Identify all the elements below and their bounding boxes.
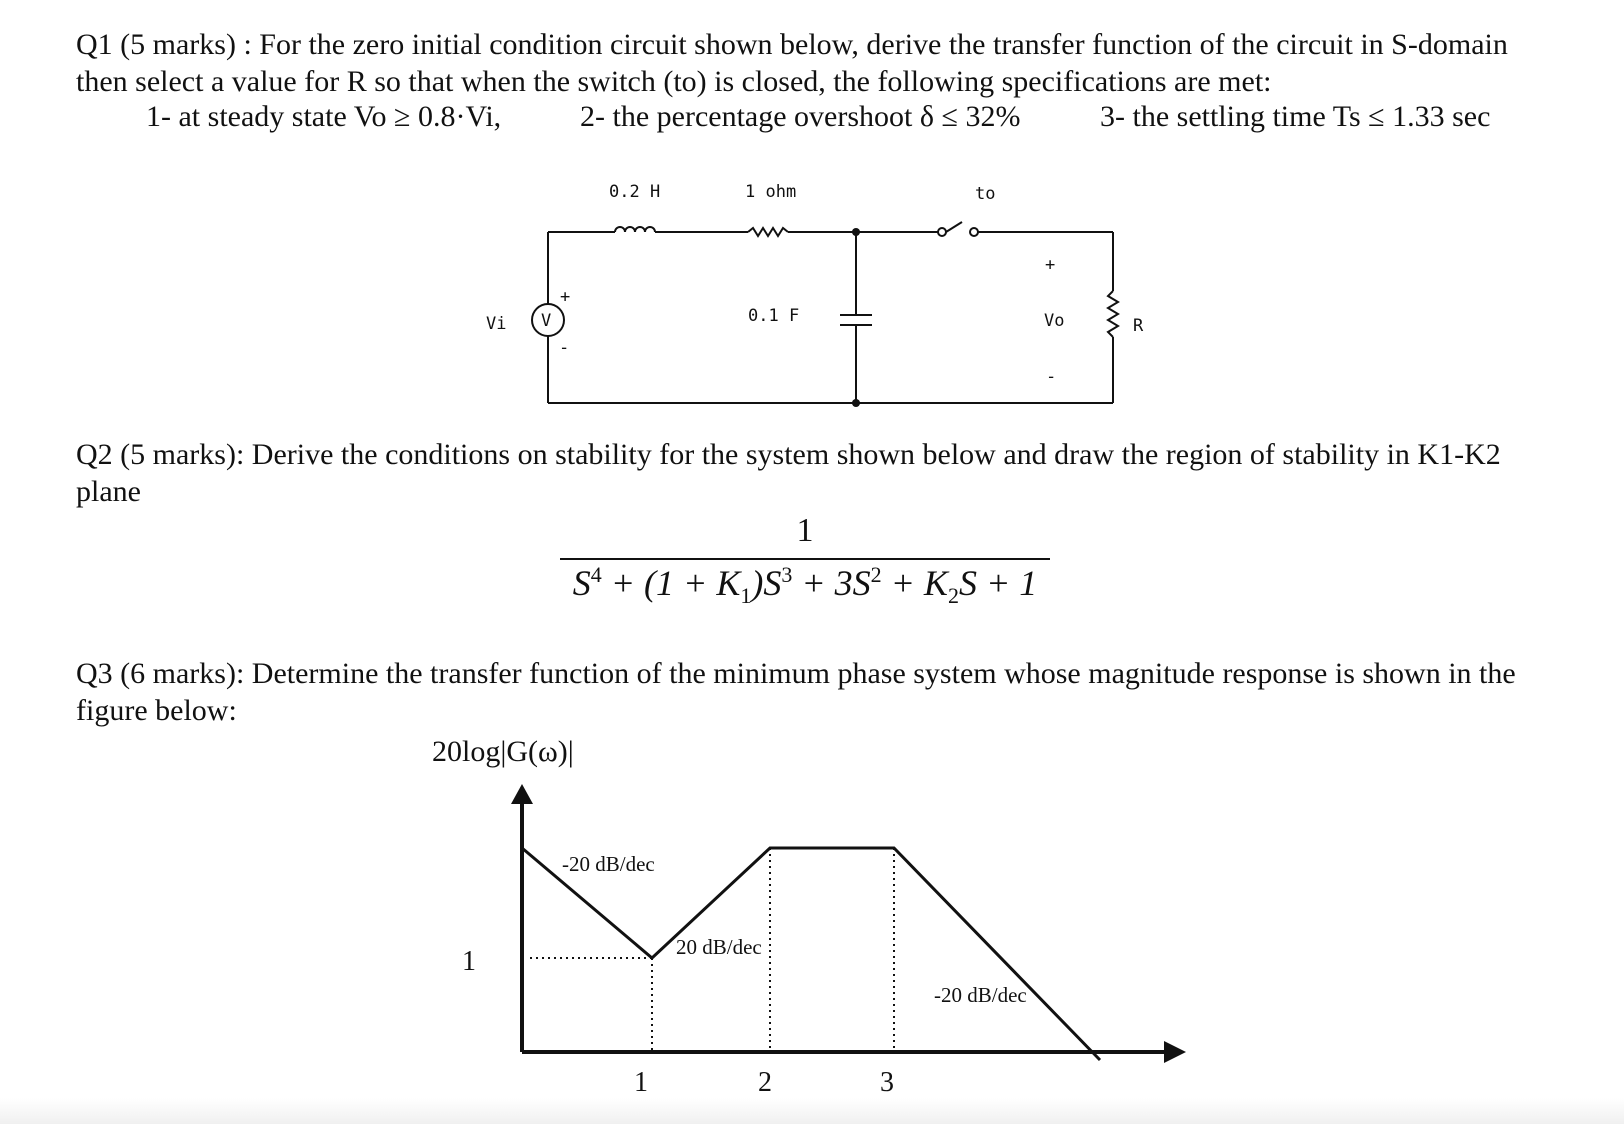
tf-numerator: 1 — [796, 512, 814, 549]
load-label: R — [1133, 316, 1144, 336]
q3-text: Q3 (6 marks): Determine the transfer function of the minimum phase system whose magnitude response is shown in the figure below: — [76, 657, 1516, 727]
x-tick-3: 3 — [880, 1067, 894, 1098]
q1-text: Q1 (5 marks) : For the zero initial condition circuit shown below, derive the transfer function of the circuit in S-domain then select a value for R so that when the switch (to) is closed, the following specifications are met: — [76, 28, 1508, 98]
slope-label-seg2: 20 dB/dec — [676, 935, 762, 959]
x-tick-1: 1 — [634, 1067, 648, 1098]
q2-text: Q2 (5 marks): Derive the conditions on stability for the system shown below and draw the region of stability in K1-K2 plane — [76, 438, 1501, 508]
junction-bottom — [852, 399, 860, 407]
spec-overshoot: 2- the percentage overshoot δ ≤ 32% — [580, 100, 1021, 133]
y-tick-1: 1 — [462, 946, 476, 977]
spec-steady-state: 1- at steady state Vo ≥ 0.8·Vi, — [146, 100, 502, 133]
resistor-symbol — [748, 228, 788, 236]
fraction-bar — [560, 558, 1050, 560]
resistor-label: 1 ohm — [745, 182, 797, 202]
bottom-shade — [0, 1098, 1624, 1124]
switch-terminal-left — [938, 228, 946, 236]
switch-label: to — [975, 184, 996, 204]
x-axis-arrow — [1164, 1041, 1186, 1063]
tf-denominator: $S^4 + (1 + K_1)S^3 + 3S^2 + K_2S + 1$ — [572, 562, 1038, 609]
inductor-label: 0.2 H — [609, 182, 661, 202]
magnitude-response-line — [522, 848, 1100, 1060]
slope-label-seg4: -20 dB/dec — [934, 983, 1027, 1007]
source-symbol: V — [541, 311, 552, 331]
switch-terminal-right — [970, 228, 978, 236]
y-axis-label: 20log|G(ω)| — [432, 735, 574, 768]
circuit-diagram — [0, 0, 1624, 430]
output-label: Vo — [1044, 311, 1065, 331]
spec-settling-time: 3- the settling time Ts ≤ 1.33 sec — [1100, 100, 1491, 133]
switch-blade — [946, 222, 962, 232]
load-resistor-symbol — [1108, 291, 1118, 337]
inductor-symbol — [615, 227, 655, 232]
junction-top — [852, 228, 860, 236]
source-minus: - — [559, 338, 570, 358]
x-tick-2: 2 — [758, 1067, 772, 1098]
output-plus: + — [1045, 255, 1056, 275]
y-axis-arrow — [511, 784, 533, 804]
source-label: Vi — [486, 314, 507, 334]
slope-label-seg1: -20 dB/dec — [562, 852, 655, 876]
source-plus: + — [560, 287, 571, 307]
output-minus: - — [1046, 367, 1057, 387]
capacitor-label: 0.1 F — [748, 306, 800, 326]
